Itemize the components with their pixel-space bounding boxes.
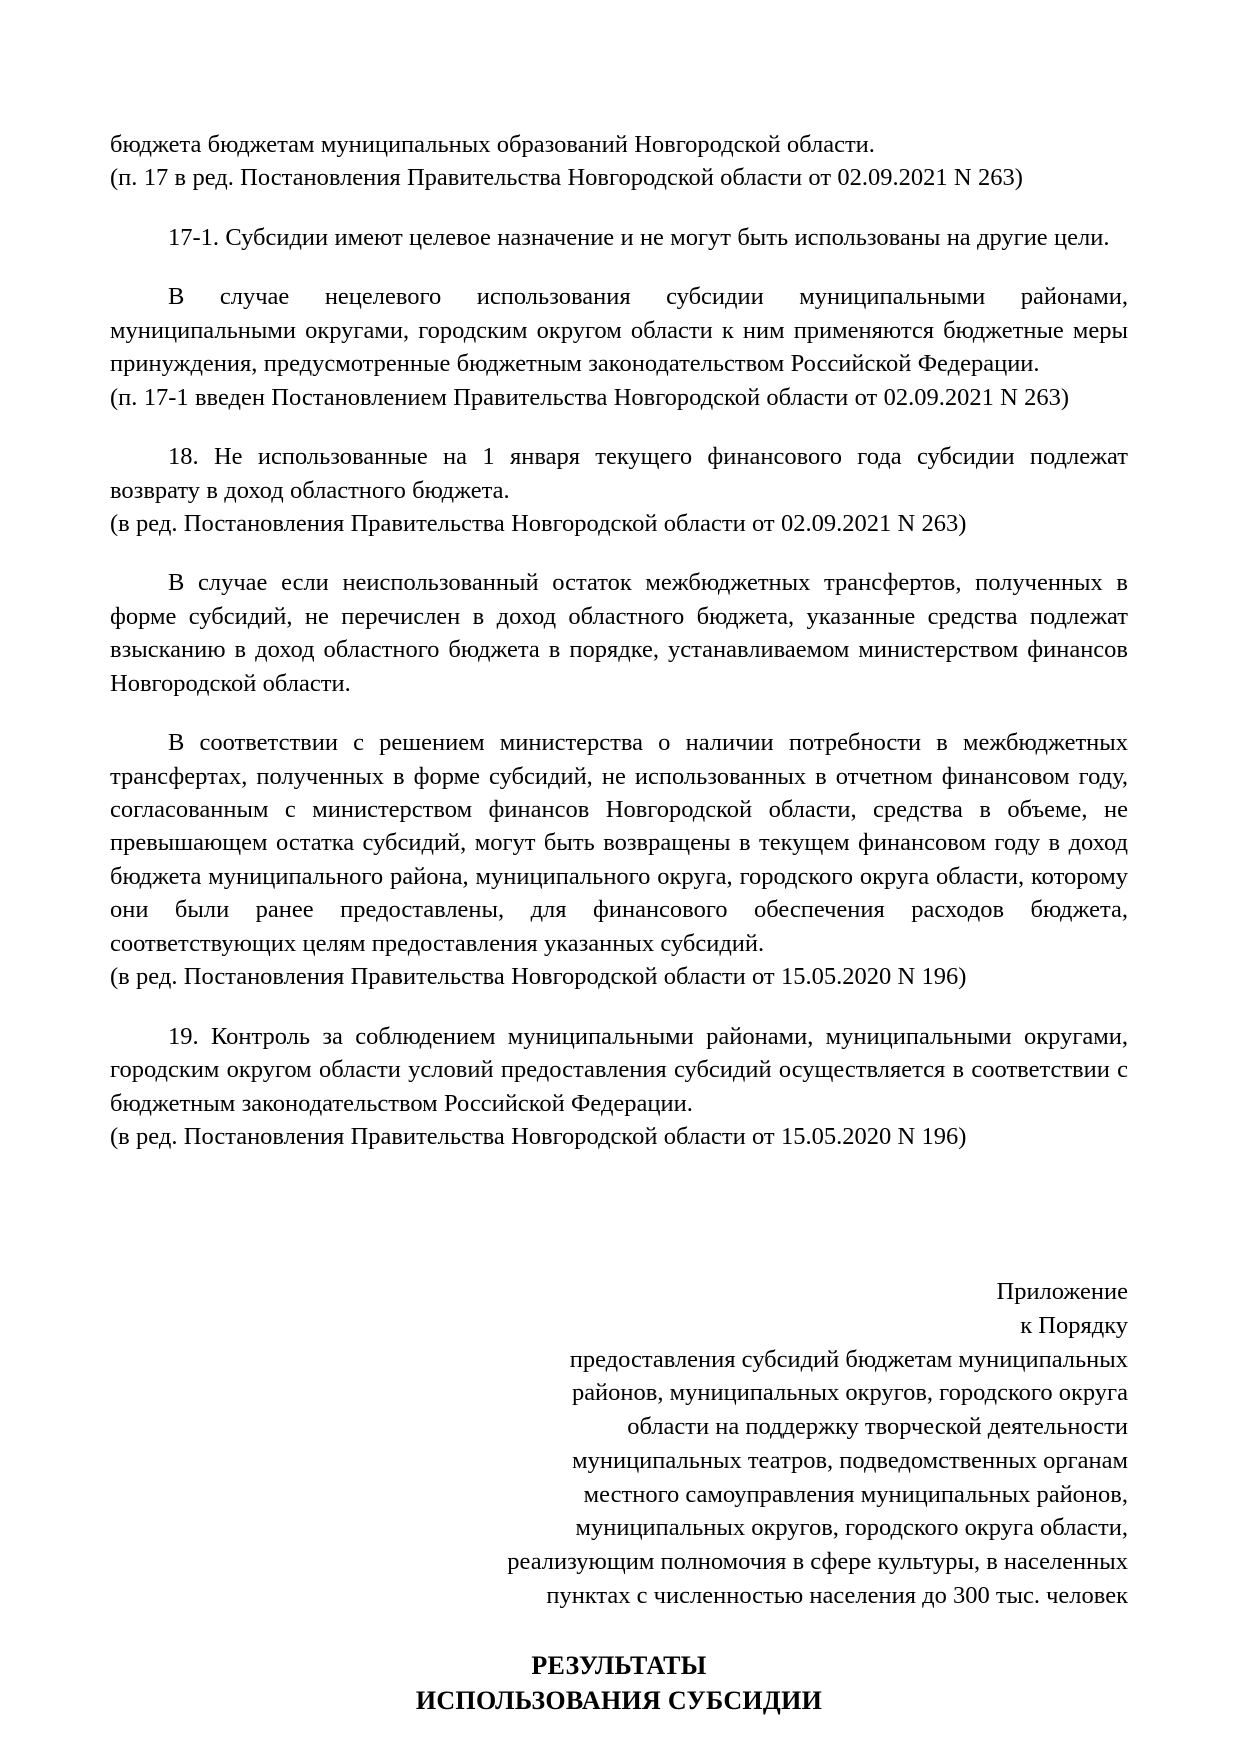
appendix-reference <box>110 1275 1128 1612</box>
appendix-line-2: к Порядку <box>1020 1312 1128 1340</box>
appendix-line-9: реализующим полномочия в сфере культуры, в населенных <box>507 1547 1128 1575</box>
paragraph-18: 18. Не использованные на 1 января текущего финансового года субсидии подлежат возврату в доход областного бюджета. <box>110 443 1128 504</box>
page-title <box>110 1648 1128 1718</box>
appendix-line-3: предоставления субсидий бюджетам муниципальных <box>569 1345 1128 1373</box>
paragraph-18-body-2: В соответствии с решением министерства о наличии потребности в межбюджетных трансфертах, полученных в форме субсидий, не использованных в отчетном финансовом году, согласованным с министерством финансов Новгородской области, средства в объеме, не превышающем остатка субсидий, могут быть возвращены в текущем финансовом году в доход бюджета муниципального района, муниципального округа, городского округа области, которому они были ранее предоставлены, для финансового обеспечения расходов бюджета, соответствующих целям предоставления указанных субсидий. <box>110 729 1128 957</box>
appendix-line-1: Приложение <box>996 1278 1128 1306</box>
paragraph-17-1-body: В случае нецелевого использования субсидии муниципальными районами, муниципальными округами, городским округом области к ним применяются бюджетные меры принуждения, предусмотренные бюджетным законодательством Российской Федерации. <box>110 283 1128 378</box>
reference-note-p18: (в ред. Постановления Правительства Новгородской области от 02.09.2021 N 263) <box>110 509 967 537</box>
reference-note-p18-body-2: (в ред. Постановления Правительства Новгородской области от 15.05.2020 N 196) <box>110 963 967 991</box>
spacer <box>110 195 1128 221</box>
paragraph-17-1: 17-1. Субсидии имеют целевое назначение и не могут быть использованы на другие цели. <box>168 223 1110 251</box>
spacer <box>110 414 1128 440</box>
appendix-line-4: районов, муниципальных округов, городского округа <box>571 1379 1128 1407</box>
appendix-line-7: местного самоуправления муниципальных районов, <box>583 1480 1128 1508</box>
appendix-line-10: пунктах с численностью населения до 300 тыс. человек <box>546 1581 1128 1609</box>
appendix-line-6: муниципальных театров, подведомственных органам <box>572 1446 1128 1474</box>
page-title-line-2: ИСПОЛЬЗОВАНИЯ СУБСИДИИ <box>415 1686 823 1716</box>
reference-note-p17: (п. 17 в ред. Постановления Правительства Новгородской области от 02.09.2021 N 263) <box>110 164 1023 192</box>
spacer <box>110 1153 1128 1275</box>
spacer <box>110 540 1128 566</box>
reference-note-p17-1: (п. 17-1 введен Постановлением Правительства Новгородской области от 02.09.2021 N 263) <box>110 383 1070 411</box>
paragraph-19: 19. Контроль за соблюдением муниципальными районами, муниципальными округами, городским округом области условий предоставления субсидий осуществляется в соответствии с бюджетным законодательством Российской Федерации. <box>110 1022 1128 1117</box>
spacer <box>110 254 1128 280</box>
appendix-line-5: области на поддержку творческой деятельности <box>627 1413 1128 1441</box>
paragraph-18-body: В случае если неиспользованный остаток межбюджетных трансфертов, полученных в форме субсидий, не перечислен в доход областного бюджета, указанные средства подлежат взысканию в доход областного бюджета в порядке, устанавливаемом министерством финансов Новгородской области. <box>110 569 1128 697</box>
document-body <box>110 128 1128 1718</box>
carryover-line: бюджета бюджетам муниципальных образований Новгородской области. <box>110 131 875 158</box>
reference-note-p19: (в ред. Постановления Правительства Новгородской области от 15.05.2020 N 196) <box>110 1122 967 1150</box>
spacer <box>110 700 1128 726</box>
appendix-line-8: муниципальных округов, городского округа области, <box>575 1514 1128 1542</box>
spacer <box>110 994 1128 1020</box>
page-title-line-1: РЕЗУЛЬТАТЫ <box>531 1651 707 1681</box>
